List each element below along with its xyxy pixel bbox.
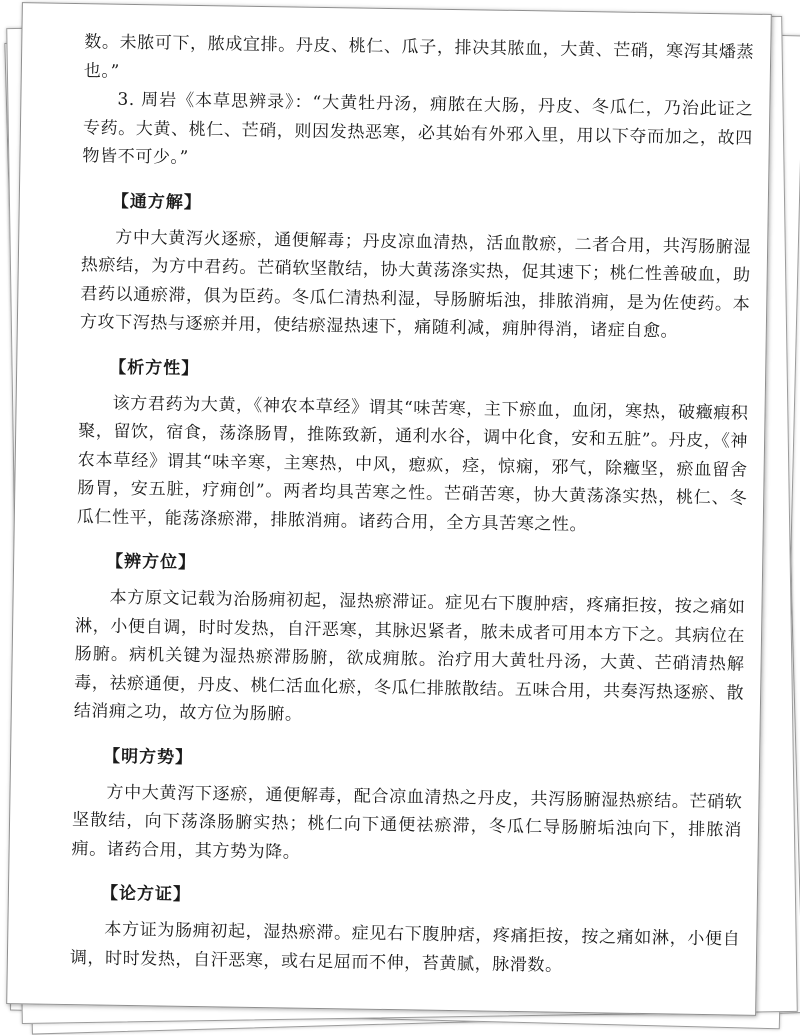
section-text-lunfangzheng: 本方证为肠痈初起，湿热瘀滞。症见右下腹肿痞，疼痛拒按，按之痛如淋，小便自调，时时发热，自汗恶寒，或右足屈而不伸，苔黄腻，脉滑数。 (69, 919, 741, 976)
quote-zhou-yan: 3. 周岩《本草思辨录》：“大黄牡丹汤，痈脓在大肠，丹皮、冬瓜仁，乃治此证之专药。大黄、桃仁、芒硝，则因发热恶寒，必其始有外邪入里，用以下夺而加之，故四物皆不可少。” (82, 89, 754, 168)
section-text-bianfangwei: 本方原文记载为治肠痈初起，湿热瘀滞证。症见右下腹肿痞，疼痛拒按，按之痛如淋，小便自调，时时发热，自汗恶寒，其脉迟紧者，脓未成者可用本方下之。其病位在肠腑。病机关键为湿热瘀滞肠腑，欲成痈脓。治疗用大黄牡丹汤，大黄、芒硝清热解毒，祛瘀通便，丹皮、桃仁活血化瘀，冬瓜仁排脓散结。五味合用，共奏泻热逐瘀、散结消痈之功，故方位为肠腑。 (73, 587, 746, 725)
section-heading-mingfangshi: 【明方势】 (102, 746, 194, 768)
intro-continuation: 数。未脓可下，脓成宜排。丹皮、桃仁、瓜子，排决其脓血，大黄、芒硝，寒泻其燔蒸也。” (83, 32, 755, 82)
section-heading-tongfangjie: 【通方解】 (111, 191, 202, 213)
document-page (6, 2, 772, 1016)
section-text-xifangxing: 该方君药为大黄，《神农本草经》谓其“味苦寒，主下瘀血，血闭，寒热，破癥瘕积聚，留饮，宿食，荡涤肠胃，推陈致新，通利水谷，调中化食，安和五脏”。丹皮，《神农本草经》谓其“味辛寒，主寒热，中风，瘛疭，痉，惊痫，邪气，除癥坚，瘀血留舍肠胃，安五脏，疗痈创”。两者均具苦寒之性。芒硝苦寒，协大黄荡涤实热，桃仁、冬瓜仁性平，能荡涤瘀滞，排脓消痈。诸药合用，全方具苦寒之性。 (76, 393, 749, 535)
section-text-mingfangshi: 方中大黄泻下逐瘀，通便解毒，配合凉血清热之丹皮，共泻肠腑湿热瘀结。芒硝软坚散结，向下荡涤肠腑实热；桃仁向下通便祛瘀滞，冬瓜仁导肠腑垢浊向下，排脓消痈。诸药合用，其方势为降。 (71, 782, 743, 863)
section-heading-bianfangwei: 【辨方位】 (105, 551, 197, 573)
section-heading-xifangxing: 【析方性】 (109, 357, 200, 379)
section-heading-lunfangzheng: 【论方证】 (100, 883, 192, 905)
page-content (70, 28, 755, 982)
section-text-tongfangjie: 方中大黄泻火逐瘀，通便解毒；丹皮凉血清热，活血散瘀，二者合用，共泻肠腑湿热瘀结，为方中君药。芒硝软坚散结，协大黄荡涤实热，促其速下；桃仁性善破血，助君药以通瘀滞，俱为臣药。冬瓜仁清热利湿，导肠腑垢浊，排脓消痈，是为佐使药。本方攻下泻热与逐瘀并用，使结瘀湿热速下，痛随利减，痈肿得消，诸症自愈。 (79, 227, 752, 342)
